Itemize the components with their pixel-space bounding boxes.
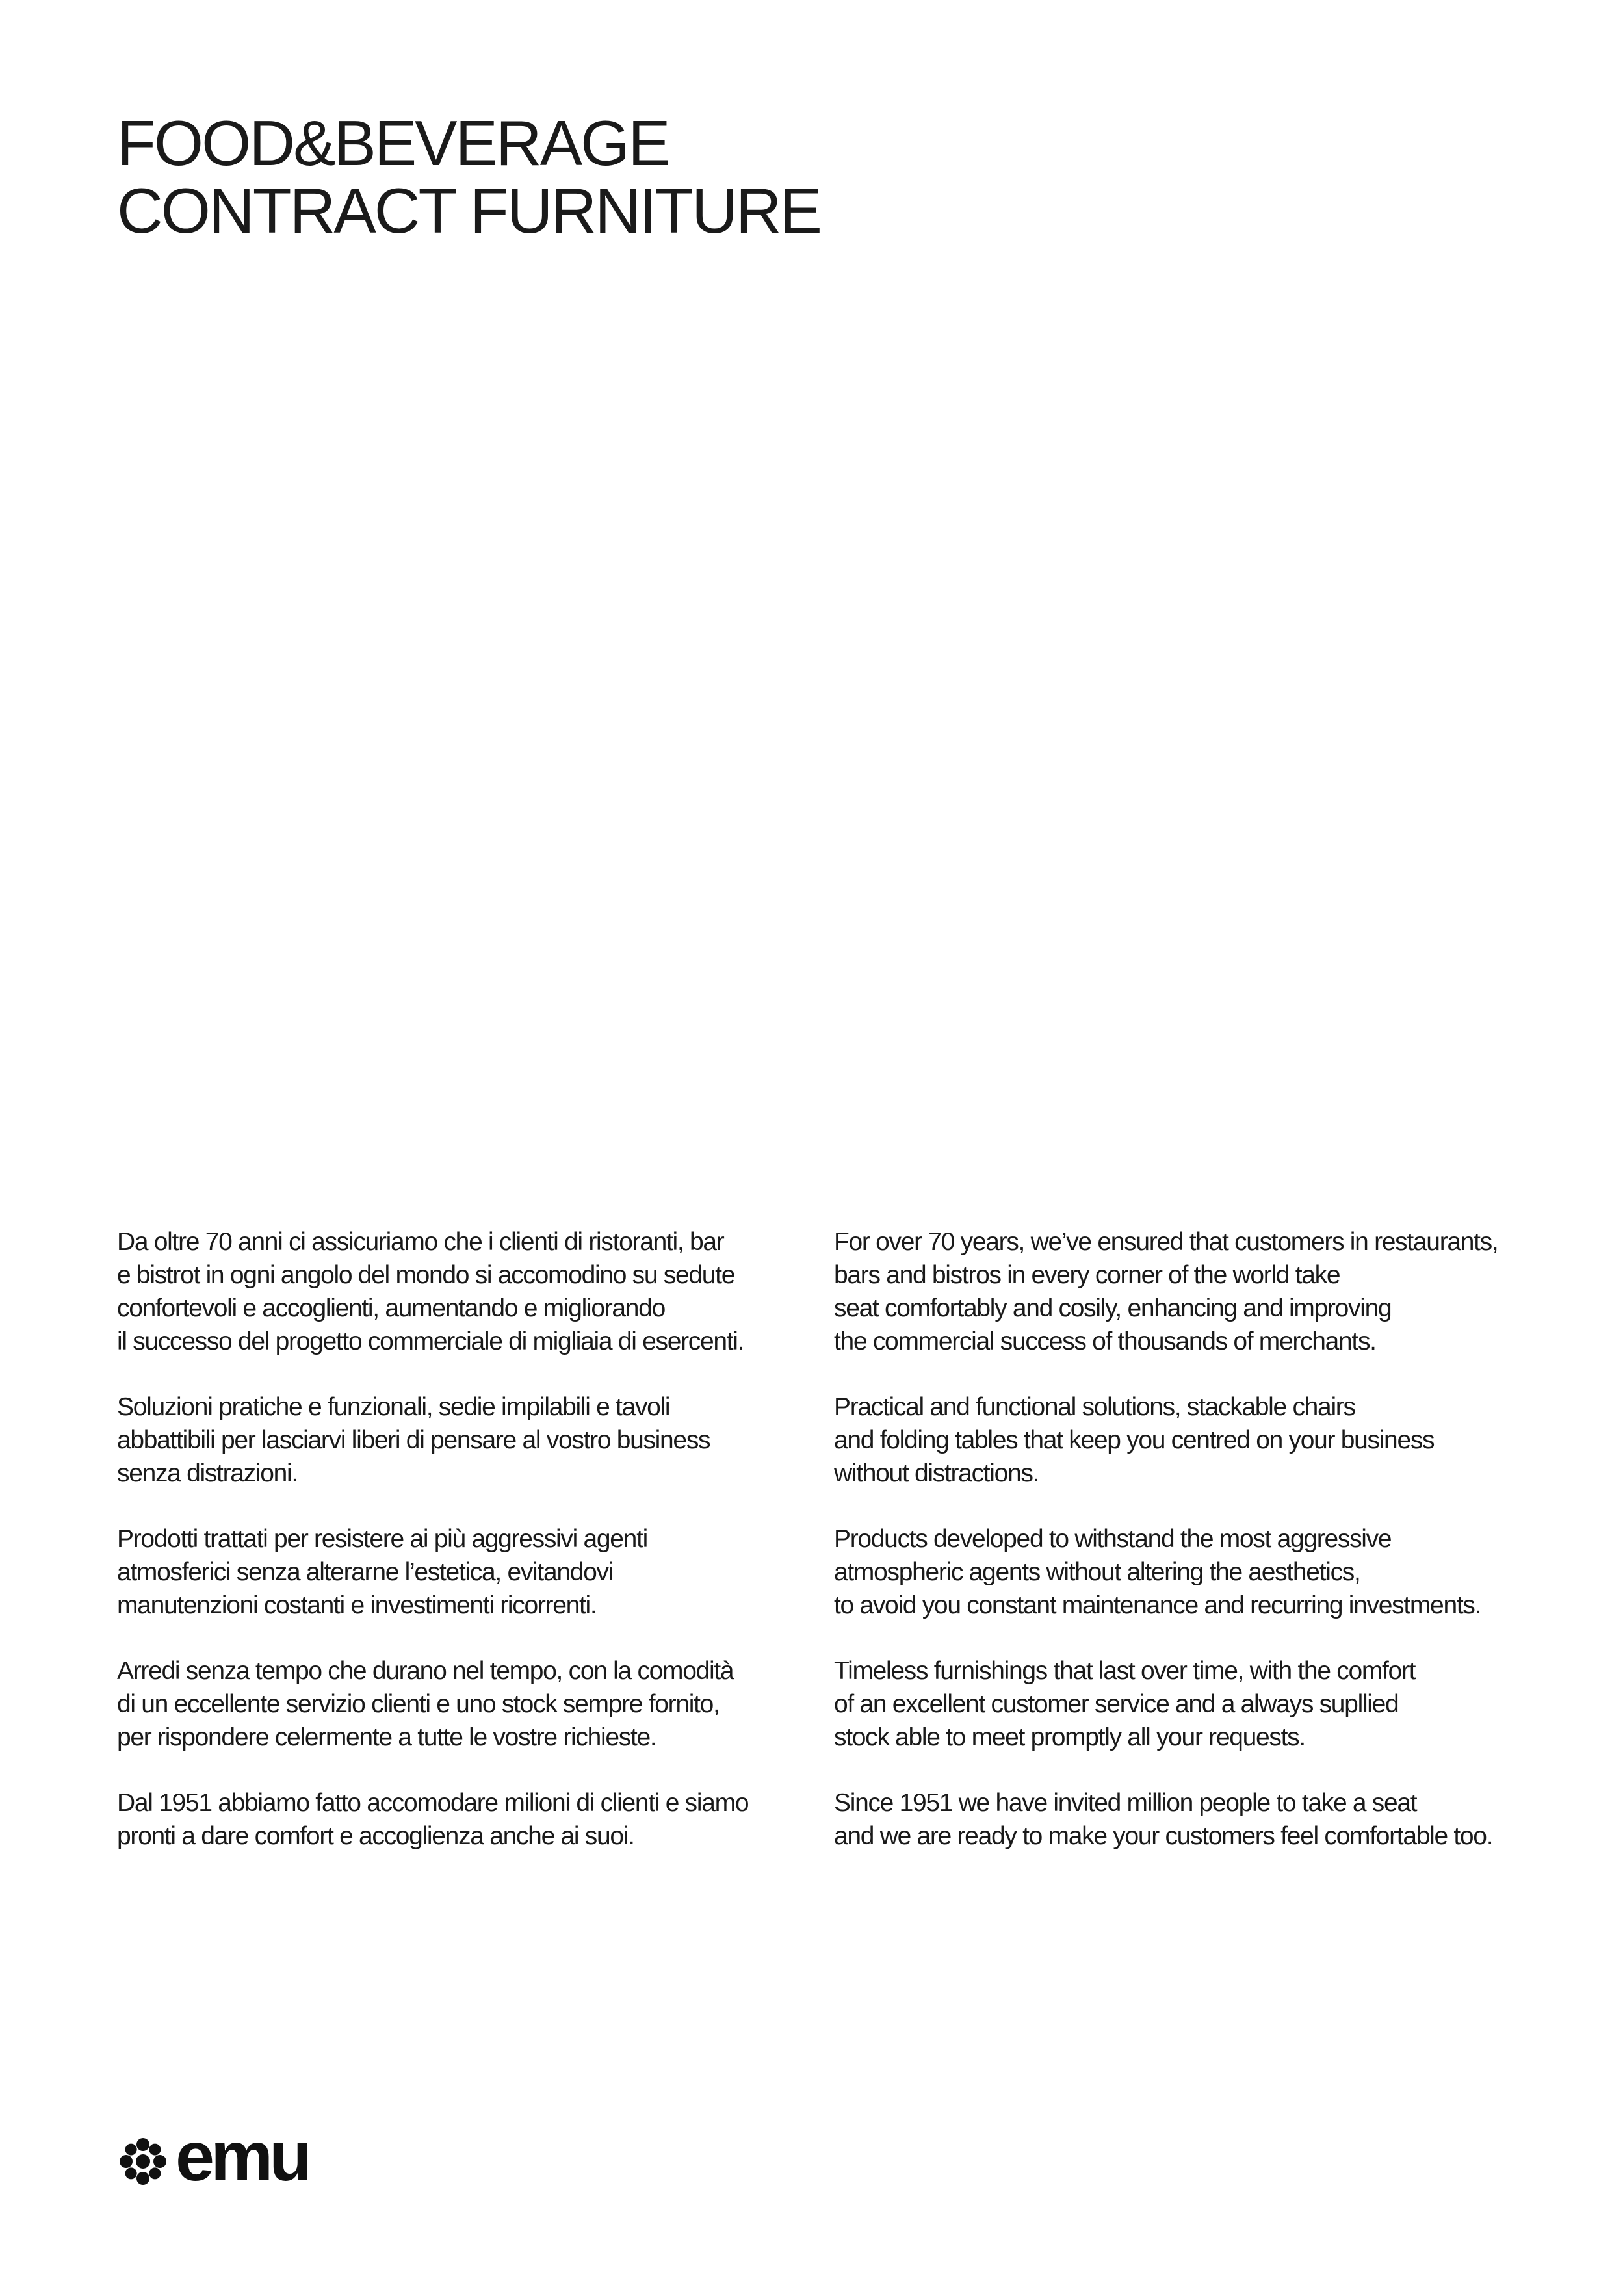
text-line: For over 70 years, we’ve ensured that customers in restaurants, [834,1228,1498,1256]
text-line: atmospheric agents without altering the aesthetics, [834,1558,1360,1586]
text-line: without distractions. [834,1459,1039,1487]
text-line: Products developed to withstand the most aggressive [834,1525,1392,1553]
english-paragraph [834,1786,1562,1853]
text-line: stock able to meet promptly all your requests. [834,1723,1305,1751]
text-line: Da oltre 70 anni ci assicuriamo che i clienti di ristoranti, bar [117,1228,724,1256]
english-column [834,1225,1562,1885]
text-line: and we are ready to make your customers feel comfortable too. [834,1822,1493,1850]
english-paragraph [834,1225,1562,1358]
italian-paragraph [117,1654,819,1754]
text-line: seat comfortably and cosily, enhancing and improving [834,1294,1392,1322]
english-paragraph [834,1654,1562,1754]
text-line: Dal 1951 abbiamo fatto accomodare milioni di clienti e siamo [117,1789,749,1817]
text-line: pronti a dare comfort e accoglienza anche ai suoi. [117,1822,634,1850]
italian-paragraph [117,1225,819,1358]
text-line: e bistrot in ogni angolo del mondo si accomodino su sedute [117,1261,735,1289]
text-line: Soluzioni pratiche e funzionali, sedie impilabili e tavoli [117,1393,670,1421]
text-line: il successo del progetto commerciale di migliaia di esercenti. [117,1327,744,1355]
text-line: abbattibili per lasciarvi liberi di pensare al vostro business [117,1426,710,1454]
text-line: the commercial success of thousands of merchants. [834,1327,1376,1355]
text-line: confortevoli e accoglienti, aumentando e migliorando [117,1294,665,1322]
emu-logo [117,2117,309,2195]
text-line: senza distrazioni. [117,1459,298,1487]
text-line: of an excellent customer service and a always supllied [834,1690,1399,1718]
flower-dots-icon [117,2135,169,2187]
text-line: Since 1951 we have invited million people to take a seat [834,1789,1417,1817]
page-title [117,109,820,244]
text-line: Practical and functional solutions, stackable chairs [834,1393,1355,1421]
text-line: Timeless furnishings that last over time, with the comfort [834,1657,1416,1685]
text-line: to avoid you constant maintenance and recurring investments. [834,1591,1481,1619]
title-line-1: FOOD&BEVERAGE [117,107,669,179]
text-line: di un eccellente servizio clienti e uno stock sempre fornito, [117,1690,720,1718]
text-line: and folding tables that keep you centred on your business [834,1426,1435,1454]
italian-paragraph [117,1522,819,1622]
logo-wordmark: emu [175,2117,309,2195]
text-line: Arredi senza tempo che durano nel tempo, con la comodità [117,1657,734,1685]
text-line: bars and bistros in every corner of the world take [834,1261,1340,1289]
text-line: per rispondere celermente a tutte le vostre richieste. [117,1723,656,1751]
title-line-2: CONTRACT FURNITURE [117,175,821,246]
text-line: manutenzioni costanti e investimenti ricorrenti. [117,1591,597,1619]
english-paragraph [834,1522,1562,1622]
text-line: atmosferici senza alterarne l’estetica, evitandovi [117,1558,614,1586]
english-paragraph [834,1390,1562,1490]
italian-paragraph [117,1390,819,1490]
text-line: Prodotti trattati per resistere ai più aggressivi agenti [117,1525,647,1553]
italian-column [117,1225,819,1885]
italian-paragraph [117,1786,819,1853]
